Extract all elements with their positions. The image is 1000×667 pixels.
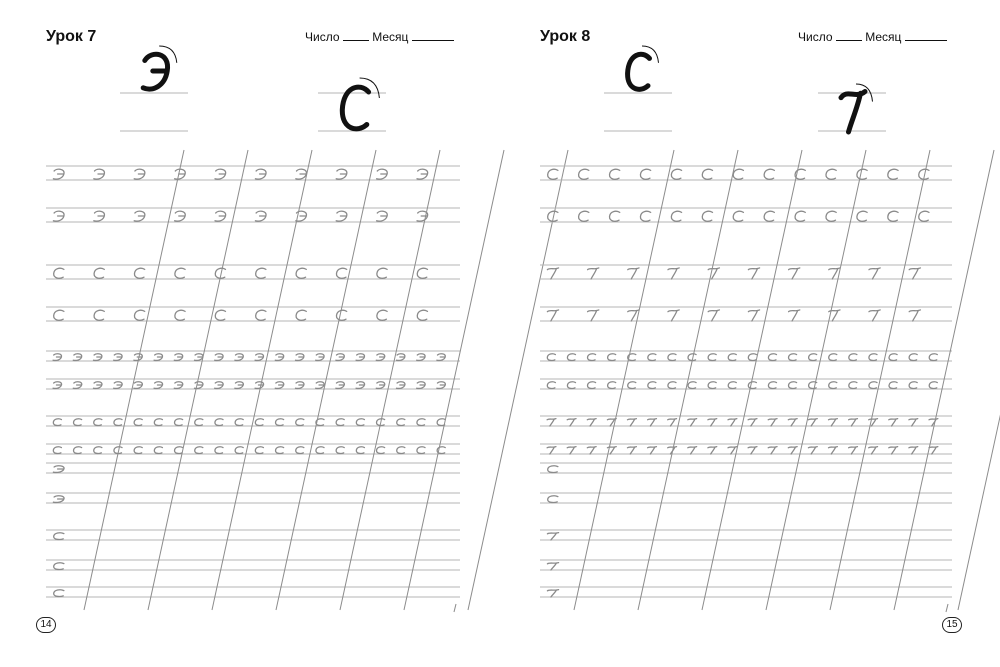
trace-letter <box>134 211 145 221</box>
trace-letter <box>255 447 263 454</box>
slant-line <box>276 150 376 610</box>
right-worksheet <box>540 46 1000 612</box>
trace-letter <box>567 382 575 389</box>
trace-letter <box>53 447 61 454</box>
trace-letter <box>548 496 558 503</box>
trace-letter <box>668 310 679 321</box>
trace-letter <box>548 169 558 179</box>
trace-letter <box>708 354 716 361</box>
trace-letter <box>54 533 64 540</box>
page-tick <box>454 604 456 612</box>
trace-letter <box>94 419 102 426</box>
trace-letter <box>134 382 142 389</box>
trace-letter <box>547 447 556 454</box>
trace-letter <box>849 447 858 454</box>
trace-letter <box>929 419 938 426</box>
trace-letter <box>610 211 620 221</box>
trace-letter <box>215 211 226 221</box>
trace-letter <box>296 169 307 179</box>
trace-letter <box>869 447 878 454</box>
trace-letter <box>702 211 712 221</box>
trace-letter <box>829 447 838 454</box>
trace-letter <box>869 354 877 361</box>
trace-letter <box>648 354 656 361</box>
trace-letter <box>789 310 800 321</box>
trace-letter <box>256 268 266 278</box>
trace-letter <box>849 382 857 389</box>
trace-letter <box>53 354 61 361</box>
trace-letter <box>668 268 679 279</box>
trace-letter <box>53 496 64 503</box>
trace-letter <box>255 354 263 361</box>
trace-letter <box>53 466 64 473</box>
trace-letter <box>74 419 82 426</box>
trace-letter <box>587 447 596 454</box>
trace-letter <box>255 211 266 221</box>
trace-letter <box>195 382 203 389</box>
trace-letter <box>929 354 937 361</box>
date-label: Число <box>305 30 340 44</box>
trace-letter <box>154 354 162 361</box>
trace-letter <box>174 354 182 361</box>
trace-letter <box>909 354 917 361</box>
trace-letter <box>748 268 759 279</box>
trace-letter <box>215 354 223 361</box>
trace-letter <box>567 447 576 454</box>
trace-letter <box>276 419 284 426</box>
slant-line <box>830 150 930 610</box>
trace-letter <box>417 268 427 278</box>
trace-letter <box>195 354 203 361</box>
trace-letter <box>316 354 324 361</box>
trace-letter <box>215 310 225 320</box>
trace-letter <box>588 268 599 279</box>
slant-line <box>212 150 312 610</box>
date-label: Число <box>798 30 833 44</box>
trace-letter <box>235 447 243 454</box>
trace-letter <box>688 419 697 426</box>
trace-letter <box>377 169 388 179</box>
trace-letter <box>356 382 364 389</box>
trace-letter <box>888 211 898 221</box>
trace-letter <box>417 447 425 454</box>
trace-letter <box>826 169 836 179</box>
trace-letter <box>789 268 800 279</box>
trace-letter <box>567 419 576 426</box>
trace-letter <box>648 382 656 389</box>
trace-letter <box>134 419 142 426</box>
trace-letter <box>768 382 776 389</box>
trace-letter <box>336 382 344 389</box>
trace-letter <box>397 382 405 389</box>
page-number: 14 <box>36 617 56 633</box>
trace-letter <box>788 419 797 426</box>
trace-letter <box>728 419 737 426</box>
trace-letter <box>909 419 918 426</box>
trace-letter <box>174 382 182 389</box>
trace-letter <box>764 169 774 179</box>
trace-letter <box>296 354 304 361</box>
trace-letter <box>215 447 223 454</box>
trace-letter <box>175 419 183 426</box>
trace-letter <box>579 211 589 221</box>
trace-letter <box>356 419 364 426</box>
trace-letter <box>588 354 596 361</box>
trace-letter <box>53 382 61 389</box>
trace-letter <box>909 447 918 454</box>
trace-letter <box>256 310 266 320</box>
trace-letter <box>195 447 203 454</box>
trace-letter <box>547 563 558 570</box>
trace-letter <box>437 354 445 361</box>
trace-letter <box>909 268 920 279</box>
trace-letter <box>768 447 777 454</box>
trace-letter <box>808 419 817 426</box>
trace-letter <box>336 169 347 179</box>
trace-letter <box>929 447 938 454</box>
slant-line <box>404 150 504 610</box>
trace-letter <box>671 169 681 179</box>
trace-letter <box>417 310 427 320</box>
trace-letter <box>235 419 243 426</box>
trace-letter <box>175 211 186 221</box>
trace-letter <box>134 169 145 179</box>
trace-letter <box>764 211 774 221</box>
trace-letter <box>397 419 405 426</box>
trace-letter <box>547 310 558 321</box>
trace-letter <box>857 169 867 179</box>
trace-letter <box>94 310 104 320</box>
trace-letter <box>587 419 596 426</box>
trace-letter <box>195 419 203 426</box>
trace-letter <box>235 354 243 361</box>
trace-letter <box>909 382 917 389</box>
trace-letter <box>316 447 324 454</box>
trace-letter <box>671 211 681 221</box>
trace-letter <box>134 447 142 454</box>
month-label: Месяц <box>372 30 409 44</box>
slant-line <box>574 150 674 610</box>
trace-letter <box>608 382 616 389</box>
trace-letter <box>768 419 777 426</box>
trace-letter <box>417 354 425 361</box>
sample-letter-e <box>143 54 167 89</box>
trace-letter <box>296 268 306 278</box>
trace-letter <box>748 354 756 361</box>
trace-letter <box>789 382 797 389</box>
trace-letter <box>702 169 712 179</box>
trace-letter <box>54 310 64 320</box>
trace-letter <box>296 447 304 454</box>
slant-line <box>84 150 184 610</box>
slant-line <box>340 150 440 610</box>
trace-letter <box>417 419 425 426</box>
trace-letter <box>235 382 243 389</box>
trace-letter <box>154 382 162 389</box>
trace-letter <box>296 419 304 426</box>
trace-letter <box>114 382 122 389</box>
trace-letter <box>316 382 324 389</box>
trace-letter <box>889 354 897 361</box>
trace-letter <box>134 310 144 320</box>
trace-letter <box>114 419 122 426</box>
trace-letter <box>829 354 837 361</box>
trace-letter <box>889 447 898 454</box>
trace-letter <box>356 447 364 454</box>
trace-letter <box>397 447 405 454</box>
trace-letter <box>748 382 756 389</box>
trace-letter <box>588 382 596 389</box>
trace-letter <box>336 354 344 361</box>
trace-letter <box>73 354 81 361</box>
trace-letter <box>73 382 81 389</box>
trace-letter <box>610 169 620 179</box>
trace-letter <box>336 211 347 221</box>
trace-letter <box>296 310 306 320</box>
trace-letter <box>628 382 636 389</box>
trace-letter <box>255 419 263 426</box>
trace-letter <box>377 447 385 454</box>
trace-letter <box>215 382 223 389</box>
trace-letter <box>888 169 898 179</box>
trace-letter <box>648 419 657 426</box>
trace-letter <box>547 419 556 426</box>
trace-letter <box>437 382 445 389</box>
trace-letter <box>579 169 589 179</box>
trace-letter <box>154 419 162 426</box>
trace-letter <box>134 268 144 278</box>
trace-letter <box>789 354 797 361</box>
trace-letter <box>608 354 616 361</box>
trace-letter <box>748 419 757 426</box>
slant-line <box>638 150 738 610</box>
trace-letter <box>54 268 64 278</box>
trace-letter <box>74 447 82 454</box>
trace-letter <box>296 382 304 389</box>
trace-letter <box>733 211 743 221</box>
trace-letter <box>648 447 657 454</box>
trace-letter <box>849 354 857 361</box>
trace-letter <box>94 169 105 179</box>
trace-letter <box>748 310 759 321</box>
slant-line <box>148 150 248 610</box>
trace-letter <box>708 419 717 426</box>
slant-line <box>894 150 994 610</box>
lesson-title: Урок 8 <box>540 28 591 45</box>
trace-letter <box>377 310 387 320</box>
trace-letter <box>869 382 877 389</box>
trace-letter <box>547 590 558 597</box>
trace-letter <box>547 382 555 389</box>
trace-letter <box>748 447 757 454</box>
trace-letter <box>929 382 937 389</box>
trace-letter <box>548 466 558 473</box>
trace-letter <box>688 447 697 454</box>
trace-letter <box>826 211 836 221</box>
trace-letter <box>628 419 637 426</box>
trace-letter <box>417 169 428 179</box>
trace-letter <box>547 268 558 279</box>
trace-letter <box>53 419 61 426</box>
month-label: Месяц <box>865 30 902 44</box>
trace-letter <box>808 447 817 454</box>
page-tick <box>946 604 948 612</box>
trace-letter <box>114 354 122 361</box>
trace-letter <box>588 310 599 321</box>
trace-letter <box>728 382 736 389</box>
slant-line <box>766 150 866 610</box>
trace-letter <box>94 447 102 454</box>
trace-letter <box>94 354 102 361</box>
trace-letter <box>255 382 263 389</box>
trace-letter <box>255 169 266 179</box>
trace-letter <box>377 268 387 278</box>
trace-letter <box>708 447 717 454</box>
trace-letter <box>54 563 64 570</box>
trace-letter <box>276 447 284 454</box>
trace-letter <box>668 382 676 389</box>
trace-letter <box>53 211 64 221</box>
slant-line <box>702 150 802 610</box>
trace-letter <box>397 354 405 361</box>
trace-letter <box>640 211 650 221</box>
trace-letter <box>336 447 344 454</box>
slant-line <box>468 150 568 610</box>
trace-letter <box>547 533 558 540</box>
trace-letter <box>175 447 183 454</box>
trace-letter <box>356 354 364 361</box>
trace-letter <box>640 169 650 179</box>
trace-letter <box>909 310 920 321</box>
trace-letter <box>376 354 384 361</box>
trace-letter <box>708 310 719 321</box>
trace-letter <box>668 354 676 361</box>
trace-letter <box>154 447 162 454</box>
trace-letter <box>628 268 639 279</box>
trace-letter <box>809 354 817 361</box>
trace-letter <box>849 419 858 426</box>
trace-letter <box>567 354 575 361</box>
trace-letter <box>628 447 637 454</box>
trace-letter <box>668 419 677 426</box>
trace-letter <box>869 310 880 321</box>
trace-letter <box>919 211 929 221</box>
trace-letter <box>376 382 384 389</box>
trace-letter <box>53 169 64 179</box>
trace-letter <box>869 268 880 279</box>
trace-letter <box>795 211 805 221</box>
left-worksheet <box>46 46 568 612</box>
trace-letter <box>336 419 344 426</box>
trace-letter <box>728 447 737 454</box>
trace-letter <box>889 382 897 389</box>
trace-letter <box>547 354 555 361</box>
page-number: 15 <box>942 617 962 633</box>
trace-letter <box>336 310 346 320</box>
trace-letter <box>728 354 736 361</box>
trace-letter <box>829 382 837 389</box>
trace-letter <box>94 268 104 278</box>
trace-letter <box>54 590 64 597</box>
trace-letter <box>377 211 388 221</box>
trace-letter <box>336 268 346 278</box>
trace-letter <box>768 354 776 361</box>
lesson-title: Урок 7 <box>46 28 97 45</box>
trace-letter <box>94 382 102 389</box>
trace-letter <box>215 419 223 426</box>
trace-letter <box>275 382 283 389</box>
sample-letter-c <box>628 54 650 89</box>
trace-letter <box>889 419 898 426</box>
trace-letter <box>708 382 716 389</box>
trace-letter <box>857 211 867 221</box>
trace-letter <box>175 310 185 320</box>
trace-letter <box>688 382 696 389</box>
trace-letter <box>275 354 283 361</box>
sample-letter-t <box>841 92 865 132</box>
trace-letter <box>788 447 797 454</box>
trace-letter <box>829 419 838 426</box>
trace-letter <box>215 169 226 179</box>
trace-letter <box>417 382 425 389</box>
trace-letter <box>733 169 743 179</box>
trace-letter <box>175 268 185 278</box>
trace-letter <box>94 211 105 221</box>
